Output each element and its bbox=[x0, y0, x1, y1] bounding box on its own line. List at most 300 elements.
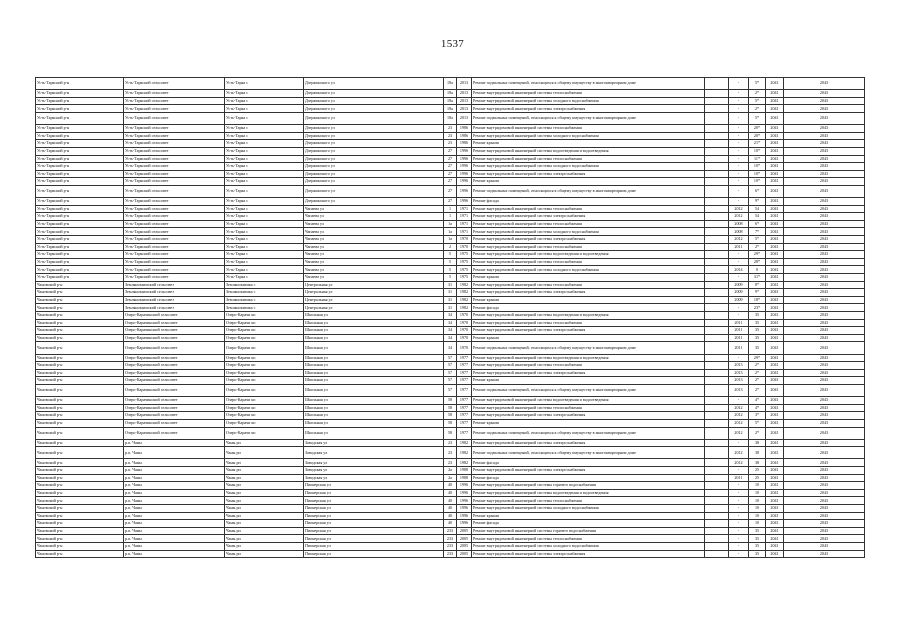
cell-wear-percent: 31* bbox=[749, 274, 766, 282]
cell-work-type: Ремонт внутридомовой инженерной системы теплоснабжения bbox=[472, 497, 705, 505]
cell-house-number: 40 bbox=[444, 512, 457, 520]
cell-settlement: Озеро-Карачинский сельсовет bbox=[124, 384, 225, 396]
cell-commission-year: 1977 bbox=[457, 377, 472, 385]
cell-commission-year: 1975 bbox=[457, 266, 472, 274]
cell-locality: Чаны рп bbox=[225, 543, 304, 551]
cell-commission-year: 1977 bbox=[457, 427, 472, 439]
cell-plan-end-year: 2043 bbox=[784, 427, 865, 439]
cell-commission-year: 1996 bbox=[457, 163, 472, 171]
cell-spacer bbox=[705, 220, 729, 228]
cell-spacer bbox=[705, 155, 729, 163]
cell-plan-start-year: 2041 bbox=[766, 467, 784, 475]
table-row bbox=[36, 334, 865, 342]
cell-spacer bbox=[705, 550, 729, 558]
cell-locality: Чаны рп bbox=[225, 520, 304, 528]
cell-spacer bbox=[705, 439, 729, 447]
cell-spacer bbox=[705, 327, 729, 335]
cell-locality: Усть-Тарка с bbox=[225, 163, 304, 171]
cell-wear-percent: 20* bbox=[749, 132, 766, 140]
cell-settlement: р.п. Чаны bbox=[124, 474, 225, 482]
table-row bbox=[36, 377, 865, 385]
cell-last-repair-year: - bbox=[729, 512, 749, 520]
cell-house-number: 34 bbox=[444, 342, 457, 354]
cell-spacer bbox=[705, 236, 729, 244]
cell-wear-percent: 5* bbox=[749, 419, 766, 427]
cell-last-repair-year: 2013 bbox=[729, 377, 749, 385]
cell-plan-end-year: 2043 bbox=[784, 243, 865, 251]
cell-plan-start-year: 2041 bbox=[766, 198, 784, 206]
cell-street: Школьная ул bbox=[304, 362, 444, 370]
cell-plan-start-year: 2041 bbox=[766, 543, 784, 551]
cell-settlement: Усть-Таркский сельсовет bbox=[124, 140, 225, 148]
cell-commission-year: 1996 bbox=[457, 170, 472, 178]
cell-settlement: Землянозаимский сельсовет bbox=[124, 289, 225, 297]
cell-street: Школьная ул bbox=[304, 404, 444, 412]
cell-plan-end-year: 2043 bbox=[784, 412, 865, 420]
cell-settlement: Усть-Таркский сельсовет bbox=[124, 178, 225, 186]
cell-commission-year: 1996 bbox=[457, 489, 472, 497]
cell-plan-start-year: 2041 bbox=[766, 281, 784, 289]
cell-commission-year: 1988 bbox=[457, 467, 472, 475]
cell-locality: Чаны рп bbox=[225, 459, 304, 467]
cell-spacer bbox=[705, 274, 729, 282]
cell-house-number: 34 bbox=[444, 334, 457, 342]
cell-spacer bbox=[705, 397, 729, 405]
cell-house-number: 27 bbox=[444, 155, 457, 163]
cell-house-number: 1а bbox=[444, 228, 457, 236]
cell-plan-start-year: 2041 bbox=[766, 535, 784, 543]
cell-wear-percent: 23* bbox=[749, 304, 766, 312]
table-row bbox=[36, 125, 865, 133]
cell-commission-year: 2005 bbox=[457, 527, 472, 535]
table-row bbox=[36, 447, 865, 459]
cell-settlement: Усть-Таркский сельсовет bbox=[124, 185, 225, 197]
cell-settlement: Усть-Таркский сельсовет bbox=[124, 155, 225, 163]
table-row bbox=[36, 427, 865, 439]
cell-wear-percent: 10 bbox=[749, 489, 766, 497]
cell-house-number: 1 bbox=[444, 205, 457, 213]
cell-district: Чановский р-н bbox=[36, 482, 124, 490]
cell-plan-start-year: 2041 bbox=[766, 132, 784, 140]
cell-last-repair-year: 2009 bbox=[729, 289, 749, 297]
cell-spacer bbox=[705, 178, 729, 186]
cell-settlement: р.п. Чаны bbox=[124, 489, 225, 497]
cell-spacer bbox=[705, 97, 729, 105]
cell-settlement: Озеро-Карачинский сельсовет bbox=[124, 377, 225, 385]
cell-street: Дзержинского ул bbox=[304, 140, 444, 148]
cell-work-type: Ремонт внутридомовой инженерной системы теплоснабжения bbox=[472, 535, 705, 543]
cell-district: Чановский р-н bbox=[36, 362, 124, 370]
table-row bbox=[36, 281, 865, 289]
cell-locality: Озеро-Карачи кп bbox=[225, 327, 304, 335]
cell-locality: Усть-Тарка с bbox=[225, 132, 304, 140]
cell-locality: Усть-Тарка с bbox=[225, 205, 304, 213]
cell-street: Пионерская ул bbox=[304, 497, 444, 505]
cell-settlement: Озеро-Карачинский сельсовет bbox=[124, 397, 225, 405]
cell-house-number: 31 bbox=[444, 289, 457, 297]
cell-spacer bbox=[705, 185, 729, 197]
cell-house-number: 1а bbox=[444, 220, 457, 228]
cell-work-type: Ремонт внутридомовой инженерной системы электроснабжения bbox=[472, 550, 705, 558]
cell-last-repair-year: - bbox=[729, 505, 749, 513]
cell-house-number: 23 bbox=[444, 132, 457, 140]
cell-plan-end-year: 2043 bbox=[784, 266, 865, 274]
cell-settlement: Озеро-Карачинский сельсовет bbox=[124, 342, 225, 354]
cell-settlement: Озеро-Карачинский сельсовет bbox=[124, 354, 225, 362]
cell-district: Чановский р-н bbox=[36, 505, 124, 513]
cell-locality: Усть-Тарка с bbox=[225, 258, 304, 266]
cell-commission-year: 1975 bbox=[457, 274, 472, 282]
cell-wear-percent: 2* bbox=[749, 377, 766, 385]
cell-plan-end-year: 2043 bbox=[784, 274, 865, 282]
cell-work-type: Ремонт внутридомовой инженерной системы электроснабжения bbox=[472, 105, 705, 113]
cell-settlement: Землянозаимский сельсовет bbox=[124, 304, 225, 312]
cell-work-type: Ремонт подвальных помещений, относящихся к общему имуществу в многоквартирном доме bbox=[472, 427, 705, 439]
cell-spacer bbox=[705, 228, 729, 236]
cell-house-number: 27 bbox=[444, 170, 457, 178]
cell-last-repair-year: - bbox=[729, 304, 749, 312]
cell-settlement: р.п. Чаны bbox=[124, 550, 225, 558]
cell-work-type: Ремонт внутридомовой инженерной системы холодного водоснабжения bbox=[472, 266, 705, 274]
cell-wear-percent: 35 bbox=[749, 334, 766, 342]
cell-locality: Озеро-Карачи кп bbox=[225, 419, 304, 427]
cell-spacer bbox=[705, 213, 729, 221]
cell-street: Чапаева ул bbox=[304, 274, 444, 282]
cell-plan-end-year: 2043 bbox=[784, 163, 865, 171]
cell-plan-start-year: 2041 bbox=[766, 228, 784, 236]
cell-commission-year: 1996 bbox=[457, 147, 472, 155]
cell-locality: Озеро-Карачи кп bbox=[225, 377, 304, 385]
cell-street: Заводская ул bbox=[304, 459, 444, 467]
cell-spacer bbox=[705, 459, 729, 467]
cell-plan-start-year: 2041 bbox=[766, 90, 784, 98]
cell-work-type: Ремонт подвальных помещений, относящихся к общему имуществу в многоквартирном доме bbox=[472, 342, 705, 354]
cell-last-repair-year: - bbox=[729, 550, 749, 558]
cell-wear-percent: 5* bbox=[749, 112, 766, 124]
cell-last-repair-year: - bbox=[729, 178, 749, 186]
cell-last-repair-year: 2012 bbox=[729, 213, 749, 221]
cell-house-number: 18а bbox=[444, 78, 457, 90]
cell-district: Чановский р-н bbox=[36, 427, 124, 439]
cell-work-type: Ремонт внутридомовой инженерной системы теплоснабжения bbox=[472, 90, 705, 98]
cell-commission-year: 1971 bbox=[457, 205, 472, 213]
cell-work-type: Ремонт внутридомовой инженерной системы теплоснабжения bbox=[472, 243, 705, 251]
cell-commission-year: 2013 bbox=[457, 105, 472, 113]
cell-last-repair-year: 2014 bbox=[729, 266, 749, 274]
cell-spacer bbox=[705, 125, 729, 133]
cell-district: Усть-Таркский р-н bbox=[36, 274, 124, 282]
cell-settlement: р.п. Чаны bbox=[124, 527, 225, 535]
cell-commission-year: 1970 bbox=[457, 312, 472, 320]
cell-house-number: 57 bbox=[444, 362, 457, 370]
cell-spacer bbox=[705, 489, 729, 497]
table-row bbox=[36, 369, 865, 377]
cell-work-type: Ремонт внутридомовой инженерной системы холодного водоснабжения bbox=[472, 97, 705, 105]
cell-house-number: 23 bbox=[444, 439, 457, 447]
cell-last-repair-year: - bbox=[729, 482, 749, 490]
cell-locality: Чаны рп bbox=[225, 497, 304, 505]
cell-district: Усть-Таркский р-н bbox=[36, 97, 124, 105]
cell-work-type: Ремонт внутридомовой инженерной системы электроснабжения bbox=[472, 439, 705, 447]
cell-plan-start-year: 2041 bbox=[766, 220, 784, 228]
cell-work-type: Ремонт внутридомовой инженерной системы теплоснабжения bbox=[472, 220, 705, 228]
cell-plan-end-year: 2043 bbox=[784, 354, 865, 362]
cell-spacer bbox=[705, 412, 729, 420]
cell-settlement: Усть-Таркский сельсовет bbox=[124, 90, 225, 98]
cell-house-number: 58 bbox=[444, 412, 457, 420]
cell-locality: Усть-Тарка с bbox=[225, 105, 304, 113]
cell-work-type: Ремонт крыши bbox=[472, 274, 705, 282]
cell-plan-start-year: 2041 bbox=[766, 140, 784, 148]
cell-street: Чапаева ул bbox=[304, 243, 444, 251]
cell-locality: Усть-Тарка с bbox=[225, 78, 304, 90]
cell-district: Усть-Таркский р-н bbox=[36, 185, 124, 197]
cell-commission-year: 2005 bbox=[457, 550, 472, 558]
cell-settlement: Озеро-Карачинский сельсовет bbox=[124, 327, 225, 335]
cell-district: Чановский р-н bbox=[36, 459, 124, 467]
table-row bbox=[36, 419, 865, 427]
cell-commission-year: 1996 bbox=[457, 178, 472, 186]
cell-district: Чановский р-н bbox=[36, 377, 124, 385]
cell-locality: Усть-Тарка с bbox=[225, 125, 304, 133]
cell-plan-end-year: 2043 bbox=[784, 489, 865, 497]
cell-wear-percent: 5* bbox=[749, 97, 766, 105]
cell-street: Заводская ул bbox=[304, 447, 444, 459]
cell-last-repair-year: 2012 bbox=[729, 427, 749, 439]
cell-wear-percent: 6* bbox=[749, 185, 766, 197]
cell-street: Чапаева ул bbox=[304, 236, 444, 244]
cell-wear-percent: 6* bbox=[749, 220, 766, 228]
cell-district: Чановский р-н bbox=[36, 520, 124, 528]
cell-spacer bbox=[705, 304, 729, 312]
cell-plan-end-year: 2043 bbox=[784, 220, 865, 228]
cell-wear-percent: 9* bbox=[749, 289, 766, 297]
cell-wear-percent: 10 bbox=[749, 520, 766, 528]
cell-settlement: р.п. Чаны bbox=[124, 512, 225, 520]
table-row bbox=[36, 482, 865, 490]
cell-last-repair-year: 2013 bbox=[729, 362, 749, 370]
cell-locality: Озеро-Карачи кп bbox=[225, 319, 304, 327]
cell-plan-end-year: 2043 bbox=[784, 289, 865, 297]
cell-commission-year: 1982 bbox=[457, 459, 472, 467]
cell-spacer bbox=[705, 354, 729, 362]
cell-settlement: Усть-Таркский сельсовет bbox=[124, 105, 225, 113]
cell-settlement: Озеро-Карачинский сельсовет bbox=[124, 427, 225, 439]
cell-wear-percent: 54 bbox=[749, 213, 766, 221]
cell-district: Усть-Таркский р-н bbox=[36, 170, 124, 178]
cell-plan-start-year: 2041 bbox=[766, 489, 784, 497]
cell-last-repair-year: - bbox=[729, 97, 749, 105]
cell-plan-start-year: 2041 bbox=[766, 155, 784, 163]
cell-commission-year: 1982 bbox=[457, 447, 472, 459]
cell-district: Усть-Таркский р-н bbox=[36, 251, 124, 259]
cell-plan-end-year: 2043 bbox=[784, 319, 865, 327]
cell-work-type: Ремонт внутридомовой инженерной системы теплоснабжения bbox=[472, 125, 705, 133]
cell-locality: Усть-Тарка с bbox=[225, 213, 304, 221]
cell-wear-percent: 29* bbox=[749, 354, 766, 362]
cell-last-repair-year: 2012 bbox=[729, 236, 749, 244]
cell-plan-end-year: 2043 bbox=[784, 543, 865, 551]
table-row bbox=[36, 289, 865, 297]
cell-plan-end-year: 2043 bbox=[784, 535, 865, 543]
cell-locality: Усть-Тарка с bbox=[225, 274, 304, 282]
cell-street: Пионерская ул bbox=[304, 535, 444, 543]
cell-street: Заводская ул bbox=[304, 474, 444, 482]
cell-work-type: Ремонт внутридомовой инженерной системы водоотведения и водоотведения bbox=[472, 397, 705, 405]
table-row bbox=[36, 362, 865, 370]
cell-settlement: Усть-Таркский сельсовет bbox=[124, 205, 225, 213]
cell-street: Школьная ул bbox=[304, 312, 444, 320]
cell-street: Школьная ул bbox=[304, 334, 444, 342]
cell-street: Школьная ул bbox=[304, 327, 444, 335]
cell-district: Чановский р-н bbox=[36, 384, 124, 396]
cell-house-number: 23 bbox=[444, 125, 457, 133]
cell-spacer bbox=[705, 497, 729, 505]
cell-wear-percent: 29* bbox=[749, 251, 766, 259]
cell-work-type: Ремонт внутридомовой инженерной системы теплоснабжения bbox=[472, 319, 705, 327]
cell-locality: Озеро-Карачи кп bbox=[225, 384, 304, 396]
cell-work-type: Ремонт фасада bbox=[472, 459, 705, 467]
table-row bbox=[36, 185, 865, 197]
cell-plan-start-year: 2041 bbox=[766, 334, 784, 342]
cell-commission-year: 1970 bbox=[457, 236, 472, 244]
cell-last-repair-year: 2013 bbox=[729, 369, 749, 377]
cell-spacer bbox=[705, 369, 729, 377]
cell-wear-percent: 9* bbox=[749, 198, 766, 206]
cell-street: Пионерская ул bbox=[304, 505, 444, 513]
cell-commission-year: 1970 bbox=[457, 243, 472, 251]
cell-last-repair-year: - bbox=[729, 258, 749, 266]
cell-settlement: Усть-Таркский сельсовет bbox=[124, 274, 225, 282]
repair-register-table bbox=[35, 77, 865, 558]
cell-district: Усть-Таркский р-н bbox=[36, 198, 124, 206]
cell-work-type: Ремонт крыши bbox=[472, 178, 705, 186]
cell-wear-percent: 4* bbox=[749, 404, 766, 412]
cell-house-number: 2а bbox=[444, 474, 457, 482]
cell-locality: Чаны рп bbox=[225, 489, 304, 497]
cell-wear-percent: 10* bbox=[749, 163, 766, 171]
cell-locality: Усть-Тарка с bbox=[225, 266, 304, 274]
cell-plan-start-year: 2041 bbox=[766, 327, 784, 335]
cell-plan-start-year: 2041 bbox=[766, 369, 784, 377]
cell-settlement: Землянозаимский сельсовет bbox=[124, 281, 225, 289]
cell-plan-start-year: 2041 bbox=[766, 312, 784, 320]
cell-house-number: 31 bbox=[444, 296, 457, 304]
cell-plan-end-year: 2043 bbox=[784, 90, 865, 98]
cell-settlement: Землянозаимский сельсовет bbox=[124, 296, 225, 304]
cell-work-type: Ремонт крыши bbox=[472, 296, 705, 304]
cell-locality: Чаны рп bbox=[225, 512, 304, 520]
cell-plan-start-year: 2041 bbox=[766, 404, 784, 412]
cell-plan-end-year: 2043 bbox=[784, 512, 865, 520]
cell-locality: Чаны рп bbox=[225, 439, 304, 447]
register-sheet bbox=[35, 77, 864, 625]
cell-spacer bbox=[705, 163, 729, 171]
cell-street: Центральная ул bbox=[304, 289, 444, 297]
cell-settlement: р.п. Чаны bbox=[124, 459, 225, 467]
cell-commission-year: 2013 bbox=[457, 97, 472, 105]
cell-locality: Озеро-Карачи кп bbox=[225, 334, 304, 342]
cell-commission-year: 1970 bbox=[457, 327, 472, 335]
cell-last-repair-year: - bbox=[729, 132, 749, 140]
cell-wear-percent: 35 bbox=[749, 312, 766, 320]
cell-last-repair-year: 2008 bbox=[729, 220, 749, 228]
cell-last-repair-year: 2011 bbox=[729, 334, 749, 342]
cell-street: Дзержинского ул bbox=[304, 112, 444, 124]
cell-street: Дзержинского ул bbox=[304, 90, 444, 98]
cell-plan-end-year: 2043 bbox=[784, 132, 865, 140]
cell-work-type: Ремонт внутридомовой инженерной системы холодного водоснабжения bbox=[472, 505, 705, 513]
cell-settlement: р.п. Чаны bbox=[124, 467, 225, 475]
cell-work-type: Ремонт внутридомовой инженерной системы электроснабжения bbox=[472, 289, 705, 297]
cell-house-number: 57 bbox=[444, 377, 457, 385]
cell-street: Пионерская ул bbox=[304, 520, 444, 528]
cell-wear-percent: 5* bbox=[749, 78, 766, 90]
cell-plan-end-year: 2043 bbox=[784, 185, 865, 197]
cell-district: Усть-Таркский р-н bbox=[36, 105, 124, 113]
cell-locality: Землянозаимка с bbox=[225, 281, 304, 289]
table-row bbox=[36, 342, 865, 354]
cell-last-repair-year: - bbox=[729, 439, 749, 447]
cell-house-number: 1а bbox=[444, 236, 457, 244]
cell-district: Усть-Таркский р-н bbox=[36, 213, 124, 221]
cell-work-type: Ремонт крыши bbox=[472, 140, 705, 148]
cell-spacer bbox=[705, 281, 729, 289]
cell-wear-percent: 2* bbox=[749, 105, 766, 113]
table-row bbox=[36, 205, 865, 213]
cell-district: Усть-Таркский р-н bbox=[36, 220, 124, 228]
cell-district: Усть-Таркский р-н bbox=[36, 78, 124, 90]
cell-street: Школьная ул bbox=[304, 369, 444, 377]
cell-locality: Озеро-Карачи кп bbox=[225, 342, 304, 354]
cell-work-type: Ремонт внутридомовой инженерной системы холодного водоснабжения bbox=[472, 543, 705, 551]
cell-work-type: Ремонт фасада bbox=[472, 304, 705, 312]
cell-settlement: Усть-Таркский сельсовет bbox=[124, 243, 225, 251]
cell-commission-year: 1982 bbox=[457, 281, 472, 289]
cell-settlement: Усть-Таркский сельсовет bbox=[124, 220, 225, 228]
cell-commission-year: 1970 bbox=[457, 334, 472, 342]
cell-street: Школьная ул bbox=[304, 419, 444, 427]
cell-street: Пионерская ул bbox=[304, 482, 444, 490]
cell-commission-year: 1996 bbox=[457, 198, 472, 206]
cell-work-type: Ремонт фасада bbox=[472, 474, 705, 482]
cell-street: Дзержинского ул bbox=[304, 147, 444, 155]
cell-settlement: Усть-Таркский сельсовет bbox=[124, 251, 225, 259]
cell-plan-end-year: 2043 bbox=[784, 439, 865, 447]
cell-plan-start-year: 2041 bbox=[766, 520, 784, 528]
cell-last-repair-year: 2012 bbox=[729, 412, 749, 420]
cell-plan-end-year: 2043 bbox=[784, 304, 865, 312]
cell-house-number: 57 bbox=[444, 354, 457, 362]
cell-spacer bbox=[705, 170, 729, 178]
cell-last-repair-year: 2009 bbox=[729, 281, 749, 289]
cell-commission-year: 1996 bbox=[457, 497, 472, 505]
table-row bbox=[36, 497, 865, 505]
cell-house-number: 18а bbox=[444, 112, 457, 124]
cell-last-repair-year: - bbox=[729, 140, 749, 148]
cell-last-repair-year: 2011 bbox=[729, 243, 749, 251]
cell-district: Усть-Таркский р-н bbox=[36, 163, 124, 171]
cell-locality: Чаны рп bbox=[225, 550, 304, 558]
cell-street: Школьная ул bbox=[304, 427, 444, 439]
cell-work-type: Ремонт внутридомовой инженерной системы электроснабжения bbox=[472, 213, 705, 221]
cell-settlement: р.п. Чаны bbox=[124, 447, 225, 459]
cell-district: Усть-Таркский р-н bbox=[36, 132, 124, 140]
cell-plan-end-year: 2043 bbox=[784, 155, 865, 163]
cell-wear-percent: 10 bbox=[749, 505, 766, 513]
cell-spacer bbox=[705, 112, 729, 124]
cell-plan-start-year: 2041 bbox=[766, 342, 784, 354]
